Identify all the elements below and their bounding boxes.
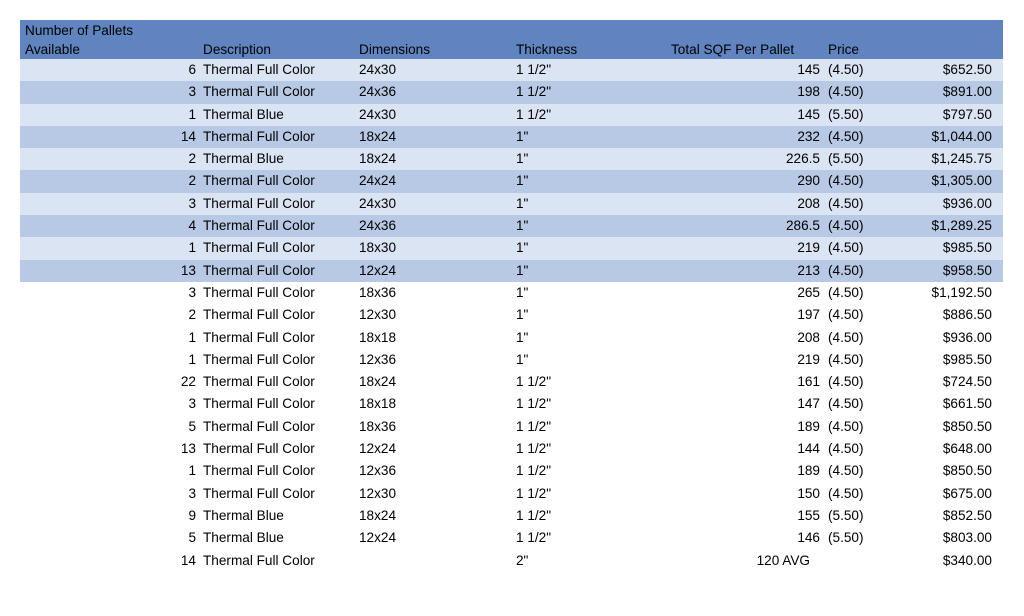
cell-price: (4.50) xyxy=(828,351,864,367)
header-qty-line2: Available xyxy=(25,42,80,57)
cell-description: Thermal Blue xyxy=(203,106,284,122)
cell-dimensions: 18x24 xyxy=(359,374,397,390)
cell-total: $958.50 xyxy=(942,262,992,278)
header-dimensions: Dimensions xyxy=(359,42,431,57)
cell-qty: 1 xyxy=(188,240,196,256)
cell-total: $1,245.75 xyxy=(931,151,992,167)
table-row xyxy=(20,371,1003,393)
cell-price: (4.50) xyxy=(828,307,864,323)
table-row xyxy=(20,349,1003,371)
table-row xyxy=(20,237,1003,259)
cell-qty: 3 xyxy=(188,84,196,100)
cell-total: $985.50 xyxy=(942,351,992,367)
cell-dimensions: 18x18 xyxy=(359,396,397,412)
cell-qty: 9 xyxy=(188,507,196,523)
cell-price: (4.50) xyxy=(828,418,864,434)
cell-description: Thermal Full Color xyxy=(203,307,315,323)
table-row xyxy=(20,527,1003,549)
cell-dimensions: 18x24 xyxy=(359,128,397,144)
pallet-inventory-table xyxy=(20,20,1003,572)
cell-description: Thermal Full Color xyxy=(203,441,315,457)
cell-thickness: 1" xyxy=(516,128,529,144)
cell-dimensions: 24x36 xyxy=(359,218,397,234)
cell-thickness: 1" xyxy=(516,240,529,256)
cell-dimensions: 18x36 xyxy=(359,418,397,434)
cell-qty: 13 xyxy=(180,441,196,457)
cell-total-sqf: 265 xyxy=(797,284,820,300)
cell-price: (5.50) xyxy=(828,530,864,546)
cell-price: (4.50) xyxy=(828,485,864,501)
cell-total-sqf: 197 xyxy=(797,307,820,323)
cell-description: Thermal Full Color xyxy=(203,463,315,479)
cell-thickness: 1 1/2" xyxy=(516,530,552,546)
cell-thickness: 1 1/2" xyxy=(516,62,552,77)
table-row xyxy=(20,460,1003,482)
cell-dimensions: 24x24 xyxy=(359,173,397,189)
cell-total: $340.00 xyxy=(942,552,992,568)
cell-sqf-avg: 120 AVG xyxy=(756,552,810,568)
cell-price: (4.50) xyxy=(828,240,864,256)
cell-description: Thermal Blue xyxy=(203,151,284,167)
cell-total: $936.00 xyxy=(942,195,992,211)
cell-total-sqf: 146 xyxy=(797,530,820,546)
cell-total-sqf: 144 xyxy=(797,441,820,457)
cell-total: $675.00 xyxy=(942,485,992,501)
cell-thickness: 1 1/2" xyxy=(516,507,552,523)
cell-total: $797.50 xyxy=(942,106,992,122)
cell-qty: 3 xyxy=(188,284,196,300)
cell-description: Thermal Blue xyxy=(203,530,284,546)
cell-description: Thermal Full Color xyxy=(203,396,315,412)
cell-total-sqf: 219 xyxy=(797,240,820,256)
cell-dimensions: 24x30 xyxy=(359,62,397,77)
cell-dimensions: 12x24 xyxy=(359,441,397,457)
cell-total: $803.00 xyxy=(942,530,992,546)
table-row xyxy=(20,505,1003,527)
cell-total-sqf: 286.5 xyxy=(785,218,820,234)
cell-price: (4.50) xyxy=(828,463,864,479)
table-row xyxy=(20,126,1003,148)
cell-description: Thermal Full Color xyxy=(203,351,315,367)
cell-total: $1,305.00 xyxy=(931,173,992,189)
table-row xyxy=(20,59,1003,81)
table-row xyxy=(20,215,1003,237)
cell-dimensions: 24x30 xyxy=(359,106,397,122)
cell-qty: 6 xyxy=(188,62,196,77)
cell-price: (4.50) xyxy=(828,173,864,189)
cell-price: (4.50) xyxy=(828,218,864,234)
cell-description: Thermal Blue xyxy=(203,507,284,523)
cell-total-sqf: 208 xyxy=(797,329,820,345)
table-row xyxy=(20,170,1003,192)
cell-price: (4.50) xyxy=(828,441,864,457)
cell-total: $1,192.50 xyxy=(931,284,992,300)
cell-thickness: 1 1/2" xyxy=(516,441,552,457)
cell-price: (5.50) xyxy=(828,507,864,523)
cell-thickness: 1" xyxy=(516,173,529,189)
cell-thickness: 1 1/2" xyxy=(516,463,552,479)
cell-price: (4.50) xyxy=(828,329,864,345)
table-row xyxy=(20,393,1003,415)
cell-total-sqf: 198 xyxy=(797,84,820,100)
cell-dimensions: 12x24 xyxy=(359,530,397,546)
cell-description: Thermal Full Color xyxy=(203,374,315,390)
cell-description: Thermal Full Color xyxy=(203,418,315,434)
header-description: Description xyxy=(203,42,271,57)
cell-total: $850.50 xyxy=(942,463,992,479)
cell-qty: 5 xyxy=(188,418,196,434)
cell-qty: 14 xyxy=(180,128,196,144)
table-header xyxy=(20,20,1003,59)
table-row xyxy=(20,193,1003,215)
cell-thickness: 1" xyxy=(516,151,529,167)
cell-dimensions: 18x24 xyxy=(359,507,397,523)
cell-thickness: 1 1/2" xyxy=(516,374,552,390)
cell-description: Thermal Full Color xyxy=(203,240,315,256)
cell-total-sqf: 213 xyxy=(797,262,820,278)
cell-dimensions: 12x24 xyxy=(359,262,397,278)
table-row xyxy=(20,104,1003,126)
cell-dimensions: 12x36 xyxy=(359,351,397,367)
cell-thickness: 1" xyxy=(516,329,529,345)
cell-qty: 5 xyxy=(188,530,196,546)
cell-price: (4.50) xyxy=(828,374,864,390)
cell-qty: 1 xyxy=(188,463,196,479)
table-row xyxy=(20,483,1003,505)
header-thickness: Thickness xyxy=(516,42,578,57)
cell-total-sqf: 150 xyxy=(797,485,820,501)
header-qty-line1: Number of Pallets xyxy=(25,23,134,38)
cell-total: $1,044.00 xyxy=(931,128,992,144)
cell-thickness: 1" xyxy=(516,351,529,367)
cell-qty: 4 xyxy=(188,218,196,234)
cell-dimensions: 12x36 xyxy=(359,463,397,479)
cell-price: (5.50) xyxy=(828,106,864,122)
cell-price: (4.50) xyxy=(828,128,864,144)
cell-description: Thermal Full Color xyxy=(203,552,315,568)
cell-dimensions: 18x18 xyxy=(359,329,397,345)
cell-qty: 14 xyxy=(180,552,196,568)
table-row xyxy=(20,327,1003,349)
cell-total: $652.50 xyxy=(942,62,992,77)
cell-total: $661.50 xyxy=(942,396,992,412)
cell-dimensions: 24x36 xyxy=(359,84,397,100)
cell-total-sqf: 189 xyxy=(797,418,820,434)
cell-thickness: 1" xyxy=(516,307,529,323)
cell-dimensions: 12x30 xyxy=(359,485,397,501)
cell-thickness: 1" xyxy=(516,262,529,278)
cell-total-sqf: 226.5 xyxy=(785,151,820,167)
cell-thickness: 1 1/2" xyxy=(516,396,552,412)
cell-qty: 2 xyxy=(188,173,196,189)
cell-total: $985.50 xyxy=(942,240,992,256)
cell-description: Thermal Full Color xyxy=(203,84,315,100)
header-price: Price xyxy=(828,42,859,57)
cell-total-sqf: 189 xyxy=(797,463,820,479)
cell-thickness: 1" xyxy=(516,195,529,211)
cell-total-sqf: 219 xyxy=(797,351,820,367)
cell-total: $850.50 xyxy=(942,418,992,434)
cell-dimensions: 24x30 xyxy=(359,195,397,211)
cell-price: (4.50) xyxy=(828,84,864,100)
cell-total: $724.50 xyxy=(942,374,992,390)
cell-thickness: 1" xyxy=(516,284,529,300)
cell-total: $886.50 xyxy=(942,307,992,323)
cell-total: $891.00 xyxy=(942,84,992,100)
cell-dimensions: 18x30 xyxy=(359,240,397,256)
cell-qty: 3 xyxy=(188,195,196,211)
cell-description: Thermal Full Color xyxy=(203,173,315,189)
cell-qty: 1 xyxy=(188,329,196,345)
cell-total-sqf: 208 xyxy=(797,195,820,211)
cell-total: $852.50 xyxy=(942,507,992,523)
cell-qty: 3 xyxy=(188,396,196,412)
cell-dimensions: 18x24 xyxy=(359,151,397,167)
table-row-last xyxy=(20,550,1003,572)
cell-qty: 1 xyxy=(188,106,196,122)
cell-total: $648.00 xyxy=(942,441,992,457)
cell-total-sqf: 232 xyxy=(797,128,820,144)
cell-description: Thermal Full Color xyxy=(203,329,315,345)
cell-qty: 2 xyxy=(188,307,196,323)
cell-description: Thermal Full Color xyxy=(203,62,315,77)
cell-description: Thermal Full Color xyxy=(203,284,315,300)
cell-total: $1,289.25 xyxy=(931,218,992,234)
cell-thickness: 1" xyxy=(516,218,529,234)
table-row xyxy=(20,304,1003,326)
cell-thickness: 1 1/2" xyxy=(516,106,552,122)
table-row xyxy=(20,416,1003,438)
header-total-sqf: Total SQF Per Pallet xyxy=(671,42,795,57)
cell-description: Thermal Full Color xyxy=(203,218,315,234)
cell-thickness: 1 1/2" xyxy=(516,84,552,100)
cell-total-sqf: 145 xyxy=(797,106,820,122)
table-row xyxy=(20,81,1003,103)
cell-qty: 3 xyxy=(188,485,196,501)
cell-qty: 22 xyxy=(180,374,196,390)
cell-thickness: 1 1/2" xyxy=(516,485,552,501)
cell-qty: 2 xyxy=(188,151,196,167)
table-body xyxy=(20,59,1003,550)
cell-price: (4.50) xyxy=(828,396,864,412)
cell-total-sqf: 290 xyxy=(797,173,820,189)
cell-qty: 1 xyxy=(188,351,196,367)
cell-qty: 13 xyxy=(180,262,196,278)
cell-total-sqf: 147 xyxy=(797,396,820,412)
cell-thickness: 2" xyxy=(516,552,529,568)
cell-price: (4.50) xyxy=(828,62,864,77)
cell-description: Thermal Full Color xyxy=(203,128,315,144)
cell-total-sqf: 155 xyxy=(797,507,820,523)
table-row xyxy=(20,148,1003,170)
cell-total: $936.00 xyxy=(942,329,992,345)
cell-price: (4.50) xyxy=(828,262,864,278)
cell-total-sqf: 145 xyxy=(797,62,820,77)
cell-description: Thermal Full Color xyxy=(203,262,315,278)
cell-description: Thermal Full Color xyxy=(203,195,315,211)
cell-price: (5.50) xyxy=(828,151,864,167)
cell-price: (4.50) xyxy=(828,195,864,211)
cell-price: (4.50) xyxy=(828,284,864,300)
cell-description: Thermal Full Color xyxy=(203,485,315,501)
cell-dimensions: 12x30 xyxy=(359,307,397,323)
cell-total-sqf: 161 xyxy=(797,374,820,390)
cell-dimensions: 18x36 xyxy=(359,284,397,300)
table-row xyxy=(20,438,1003,460)
table-row xyxy=(20,282,1003,304)
table-row xyxy=(20,260,1003,282)
cell-thickness: 1 1/2" xyxy=(516,418,552,434)
